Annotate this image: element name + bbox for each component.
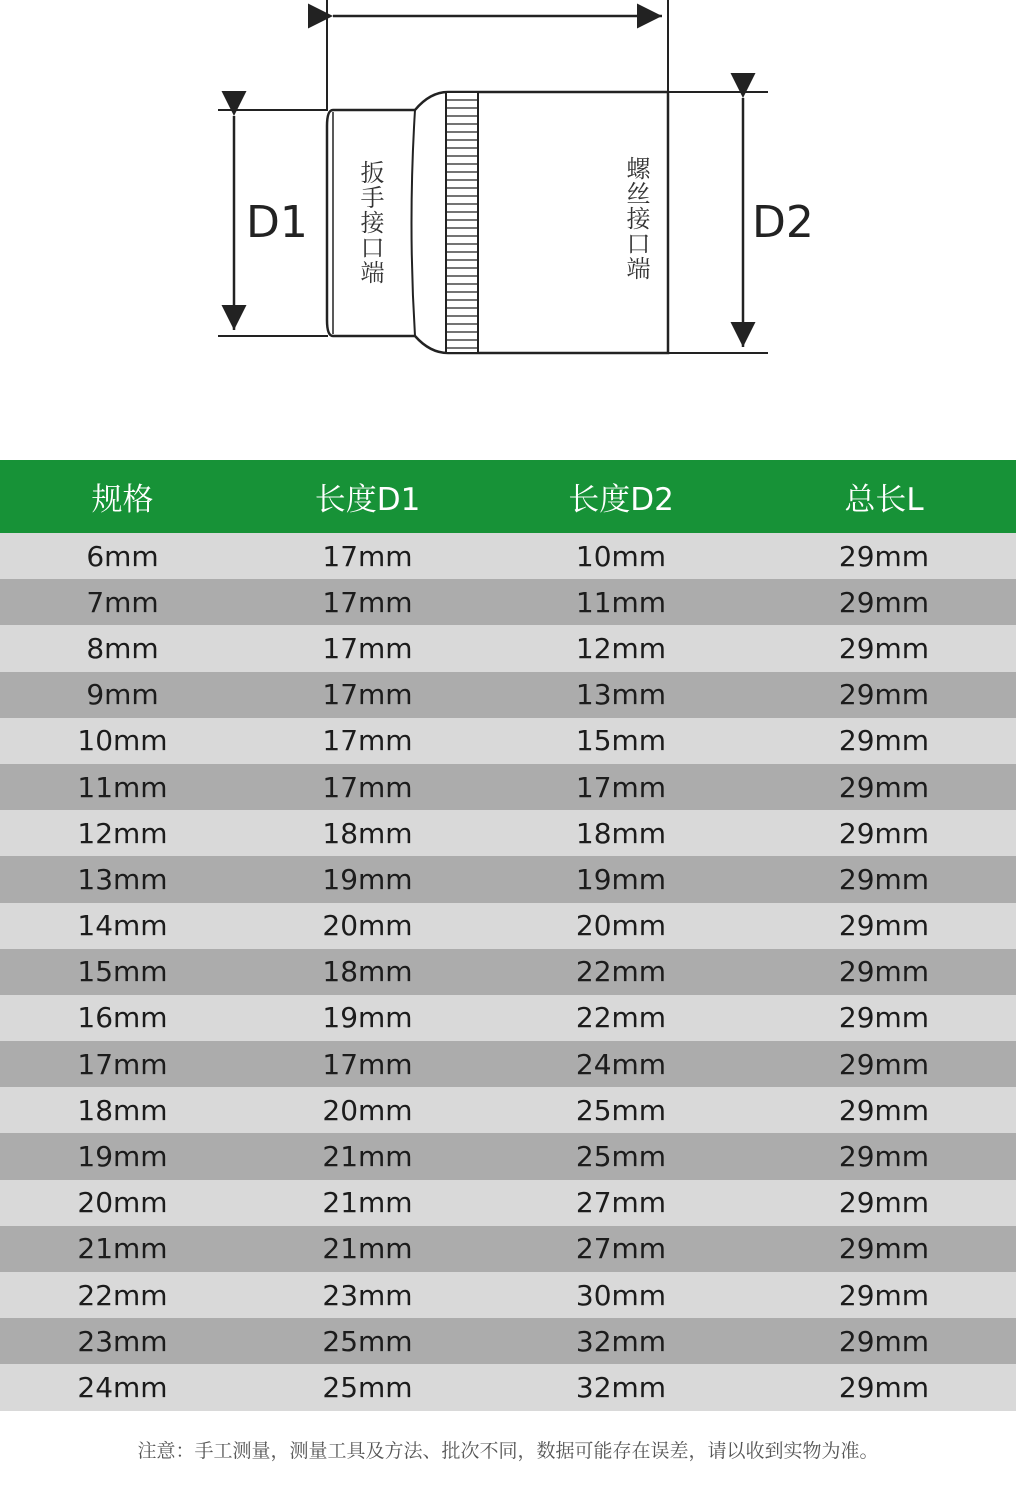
cell-spec: 10mm: [77, 724, 168, 758]
cell-total: 29mm: [838, 1140, 930, 1174]
cell-d2: 24mm: [575, 1047, 667, 1081]
cell-total: 29mm: [838, 1093, 930, 1127]
cell-d2: 19mm: [575, 862, 667, 896]
cell-spec: 19mm: [77, 1140, 168, 1174]
cell-total: 29mm: [838, 1370, 930, 1404]
cell-d1: 25mm: [322, 1370, 413, 1404]
cell-d1: 25mm: [322, 1324, 413, 1358]
table-row: [0, 1041, 1016, 1087]
cell-d2: 15mm: [575, 724, 667, 758]
cell-total: 29mm: [838, 631, 930, 665]
cell-total: 29mm: [838, 539, 930, 573]
table-row: [0, 810, 1016, 856]
cell-d1: 21mm: [322, 1140, 413, 1174]
cell-spec: 7mm: [86, 585, 159, 619]
d1-label: D1: [246, 197, 308, 248]
cell-spec: 16mm: [77, 1001, 168, 1035]
cell-d1: 17mm: [322, 631, 413, 665]
cell-spec: 21mm: [77, 1232, 168, 1266]
cell-d1: 19mm: [322, 1001, 413, 1035]
table-row: [0, 1364, 1016, 1410]
cell-d1: 17mm: [322, 539, 413, 573]
wrench-end-label: 扳手接口端: [356, 160, 384, 285]
table-row: [0, 1226, 1016, 1272]
table-body: [0, 533, 1016, 1411]
cell-d1: 17mm: [322, 724, 413, 758]
spec-table: [0, 460, 1016, 1411]
cell-total: 29mm: [838, 678, 930, 712]
cell-total: 29mm: [838, 862, 930, 896]
d2-label: D2: [752, 197, 814, 248]
cell-d2: 25mm: [575, 1140, 667, 1174]
cell-spec: 15mm: [77, 955, 168, 989]
cell-total: 29mm: [838, 1278, 930, 1312]
cell-spec: 9mm: [86, 678, 159, 712]
table-row: [0, 579, 1016, 625]
table-row: [0, 533, 1016, 579]
cell-total: 29mm: [838, 770, 930, 804]
cell-spec: 11mm: [77, 770, 168, 804]
cell-d1: 19mm: [322, 862, 413, 896]
table-row: [0, 625, 1016, 671]
cell-total: 29mm: [838, 816, 930, 850]
table-row: [0, 903, 1016, 949]
cell-total: 29mm: [838, 1324, 930, 1358]
header-spec: 规格: [91, 482, 154, 518]
cell-spec: 23mm: [77, 1324, 168, 1358]
cell-total: 29mm: [838, 724, 930, 758]
cell-spec: 12mm: [77, 816, 168, 850]
cell-d1: 17mm: [322, 678, 413, 712]
socket-drawing: [0, 0, 1016, 430]
cell-d2: 12mm: [575, 631, 667, 665]
cell-d1: 17mm: [322, 585, 413, 619]
table-row: [0, 718, 1016, 764]
cell-spec: 22mm: [77, 1278, 168, 1312]
cell-total: 29mm: [838, 1232, 930, 1266]
cell-total: 29mm: [838, 955, 930, 989]
cell-total: 29mm: [838, 1047, 930, 1081]
screw-end-label: 螺丝接口端: [622, 156, 650, 281]
table-row: [0, 672, 1016, 718]
cell-spec: 14mm: [77, 909, 168, 943]
cell-d1: 21mm: [322, 1186, 413, 1220]
header-total-length: 总长L: [844, 482, 924, 518]
cell-d2: 22mm: [575, 955, 667, 989]
cell-spec: 18mm: [77, 1093, 168, 1127]
table-row: [0, 995, 1016, 1041]
cell-d2: 11mm: [575, 585, 667, 619]
cell-d2: 25mm: [575, 1093, 667, 1127]
cell-spec: 6mm: [86, 539, 159, 573]
cell-d1: 18mm: [322, 955, 413, 989]
cell-spec: 13mm: [77, 862, 168, 896]
cell-d2: 32mm: [575, 1370, 667, 1404]
cell-d2: 27mm: [575, 1186, 667, 1220]
table-row: [0, 1133, 1016, 1179]
cell-d2: 22mm: [575, 1001, 667, 1035]
cell-spec: 8mm: [86, 631, 159, 665]
cell-d1: 17mm: [322, 770, 413, 804]
cell-d2: 30mm: [575, 1278, 667, 1312]
cell-d2: 27mm: [575, 1232, 667, 1266]
cell-d2: 18mm: [575, 816, 667, 850]
table-row: [0, 949, 1016, 995]
table-row: [0, 1180, 1016, 1226]
cell-d2: 17mm: [575, 770, 667, 804]
socket-dimension-diagram: [0, 0, 1016, 430]
header-length-d1: 长度D1: [314, 482, 421, 518]
table-row: [0, 1318, 1016, 1364]
cell-d1: 20mm: [322, 1093, 413, 1127]
cell-total: 29mm: [838, 1001, 930, 1035]
cell-spec: 24mm: [77, 1370, 168, 1404]
cell-d2: 13mm: [575, 678, 667, 712]
cell-spec: 17mm: [77, 1047, 168, 1081]
table-row: [0, 856, 1016, 902]
cell-d1: 20mm: [322, 909, 413, 943]
cell-d1: 21mm: [322, 1232, 413, 1266]
cell-spec: 20mm: [77, 1186, 168, 1220]
cell-total: 29mm: [838, 909, 930, 943]
header-length-d2: 长度D2: [568, 482, 674, 518]
cell-d1: 23mm: [322, 1278, 413, 1312]
table-row: [0, 1272, 1016, 1318]
cell-total: 29mm: [838, 1186, 930, 1220]
cell-d1: 18mm: [322, 816, 413, 850]
table-header: [0, 460, 1016, 533]
cell-total: 29mm: [838, 585, 930, 619]
table-row: [0, 764, 1016, 810]
cell-d2: 32mm: [575, 1324, 667, 1358]
cell-d2: 20mm: [575, 909, 667, 943]
cell-d2: 10mm: [575, 539, 667, 573]
disclaimer-note: 注意：手工测量，测量工具及方法、批次不同，数据可能存在误差，请以收到实物为准。: [137, 1440, 879, 1462]
table-row: [0, 1087, 1016, 1133]
cell-d1: 17mm: [322, 1047, 413, 1081]
